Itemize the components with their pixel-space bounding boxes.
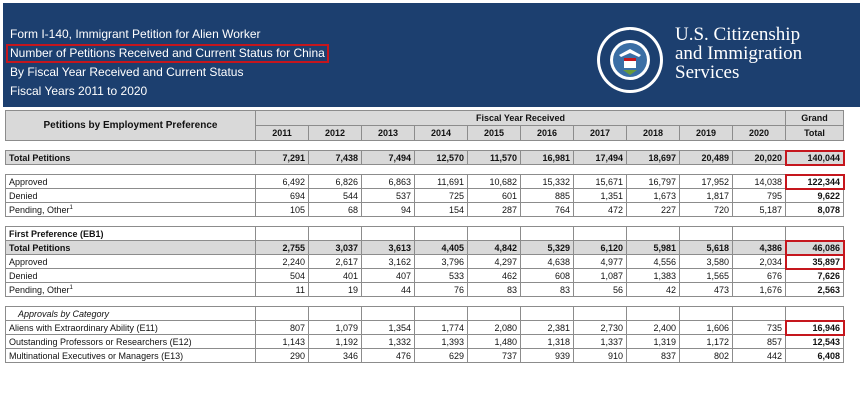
spacer-cell [415,141,468,151]
year-header: 2011 [256,126,309,141]
table-row [6,189,844,203]
footnote-marker: 1 [69,204,73,211]
value-cell: 3,613 [362,241,415,255]
value-cell: 802 [680,349,733,363]
table-row [6,283,844,297]
value-cell [309,307,362,321]
row-label [6,349,256,363]
table-row [6,203,844,217]
year-header: 2020 [733,126,786,141]
value-cell: 11,570 [468,151,521,165]
report-title-block [10,25,329,101]
report-years-line: Fiscal Years 2011 to 2020 [10,84,148,98]
row-label-text: Total Petitions [9,242,71,253]
row-label [6,189,256,203]
footnote-marker: 1 [69,284,73,291]
spacer-cell [468,297,521,307]
value-cell: 2,240 [256,255,309,269]
spacer-cell [627,141,680,151]
value-cell: 910 [574,349,627,363]
spacer-cell [574,297,627,307]
row-label-text: Total Petitions [9,152,71,163]
row-label [6,307,256,321]
spacer-cell [362,297,415,307]
value-cell: 725 [415,189,468,203]
value-cell: 14,038 [733,175,786,189]
value-cell: 154 [415,203,468,217]
value-cell [627,227,680,241]
row-label [6,335,256,349]
value-cell: 7,438 [309,151,362,165]
value-cell: 1,606 [680,321,733,335]
spacer-cell [468,165,521,175]
grand-total-cell: 6,408 [786,349,844,363]
year-header: 2015 [468,126,521,141]
report-header [3,3,860,107]
value-cell: 1,318 [521,335,574,349]
value-cell: 42 [627,283,680,297]
value-cell: 694 [256,189,309,203]
value-cell: 601 [468,189,521,203]
value-cell: 5,187 [733,203,786,217]
spacer-cell [680,297,733,307]
agency-line-3: Services [675,62,740,83]
value-cell: 857 [733,335,786,349]
value-cell: 5,329 [521,241,574,255]
spacer-cell [680,217,733,227]
value-cell: 4,556 [627,255,680,269]
agency-line-1: U.S. Citizenship [675,24,801,45]
row-label-text: Denied [9,190,38,201]
spacer-row [6,217,844,227]
year-header: 2012 [309,126,362,141]
row-label-text: Aliens with Extraordinary Ability (E11) [9,322,158,333]
table-header-row [6,111,844,126]
value-cell: 533 [415,269,468,283]
value-cell: 11,691 [415,175,468,189]
value-cell: 290 [256,349,309,363]
value-cell: 11 [256,283,309,297]
highlight-box: Number of Petitions Received and Current Status for China [6,44,329,63]
value-cell: 939 [521,349,574,363]
spacer-cell [6,217,256,227]
value-cell [362,307,415,321]
value-cell: 5,981 [627,241,680,255]
value-cell: 1,383 [627,269,680,283]
value-cell: 2,034 [733,255,786,269]
report-breakdown-line: By Fiscal Year Received and Current Status [10,65,244,79]
value-cell: 676 [733,269,786,283]
value-cell: 544 [309,189,362,203]
row-label-text: Approvals by Category [18,308,110,319]
value-cell [733,307,786,321]
row-label [6,203,256,217]
value-cell: 629 [415,349,468,363]
value-cell: 4,977 [574,255,627,269]
spacer-cell [309,165,362,175]
grand-total-cell: 46,086 [786,241,844,255]
spacer-cell [574,165,627,175]
spacer-cell [786,165,844,175]
year-header: 2018 [627,126,680,141]
value-cell: 1,079 [309,321,362,335]
value-cell: 2,400 [627,321,680,335]
value-cell [574,307,627,321]
spacer-cell [415,297,468,307]
value-cell: 6,863 [362,175,415,189]
value-cell: 6,120 [574,241,627,255]
value-cell: 346 [309,349,362,363]
value-cell: 105 [256,203,309,217]
value-cell: 6,826 [309,175,362,189]
agency-name [675,25,802,82]
value-cell: 1,774 [415,321,468,335]
value-cell: 16,981 [521,151,574,165]
value-cell: 10,682 [468,175,521,189]
grand-header-cell: Grand [786,111,844,126]
spacer-cell [468,217,521,227]
value-cell: 19 [309,283,362,297]
value-cell: 737 [468,349,521,363]
value-cell: 807 [256,321,309,335]
value-cell [256,227,309,241]
grand-total-cell: 2,563 [786,283,844,297]
value-cell: 473 [680,283,733,297]
value-cell: 2,617 [309,255,362,269]
value-cell: 44 [362,283,415,297]
value-cell: 1,393 [415,335,468,349]
spacer-cell [786,217,844,227]
row-label [6,241,256,255]
value-cell: 287 [468,203,521,217]
value-cell [309,227,362,241]
value-cell: 4,405 [415,241,468,255]
value-cell: 1,673 [627,189,680,203]
row-label [6,151,256,165]
spacer-cell [468,141,521,151]
value-cell: 56 [574,283,627,297]
value-cell: 18,697 [627,151,680,165]
table-row [6,241,844,255]
value-cell: 17,494 [574,151,627,165]
value-cell: 1,192 [309,335,362,349]
spacer-cell [627,217,680,227]
value-cell: 1,354 [362,321,415,335]
spacer-row [6,141,844,151]
value-cell: 3,162 [362,255,415,269]
value-cell: 2,381 [521,321,574,335]
table-row [6,349,844,363]
spacer-cell [309,141,362,151]
spacer-cell [574,141,627,151]
row-label-text: Pending, Other [9,204,70,215]
spacer-cell [362,217,415,227]
value-cell: 1,565 [680,269,733,283]
value-cell: 83 [468,283,521,297]
table-body [6,141,844,363]
row-label-text: First Preference (EB1) [9,228,104,239]
spacer-cell [574,217,627,227]
row-label-text: Approved [9,256,48,267]
grand-total-cell: 12,543 [786,335,844,349]
grand-total-cell: 16,946 [786,321,844,335]
spacer-cell [786,297,844,307]
value-cell: 5,618 [680,241,733,255]
spacer-cell [521,141,574,151]
value-cell: 17,952 [680,175,733,189]
spacer-cell [521,217,574,227]
spacer-cell [6,165,256,175]
table-row [6,227,844,241]
value-cell: 4,386 [733,241,786,255]
value-cell: 795 [733,189,786,203]
grand-total-cell: 35,897 [786,255,844,269]
table-row [6,175,844,189]
value-cell: 462 [468,269,521,283]
spacer-cell [362,141,415,151]
year-header: 2014 [415,126,468,141]
spacer-cell [256,297,309,307]
grand-total-cell [786,307,844,321]
year-header: 2013 [362,126,415,141]
table-row [6,321,844,335]
report-subtitle-highlighted [10,44,329,63]
value-cell: 1,480 [468,335,521,349]
table-row [6,255,844,269]
row-label-text: Denied [9,270,38,281]
row-label [6,255,256,269]
value-cell: 472 [574,203,627,217]
value-cell: 885 [521,189,574,203]
value-cell: 608 [521,269,574,283]
row-label-text: Outstanding Professors or Researchers (E12) [9,336,192,347]
value-cell [256,307,309,321]
table-row [6,269,844,283]
value-cell: 15,332 [521,175,574,189]
spacer-cell [256,141,309,151]
value-cell: 16,797 [627,175,680,189]
value-cell [627,307,680,321]
row-label [6,283,256,297]
form-title: Form I-140, Immigrant Petition for Alien Worker [10,27,261,41]
value-cell: 1,351 [574,189,627,203]
spacer-cell [256,165,309,175]
value-cell [680,307,733,321]
spacer-cell [680,141,733,151]
value-cell: 504 [256,269,309,283]
year-header: 2019 [680,126,733,141]
row-label [6,227,256,241]
value-cell [680,227,733,241]
spacer-cell [627,165,680,175]
value-cell: 20,020 [733,151,786,165]
value-cell: 1,332 [362,335,415,349]
value-cell: 3,580 [680,255,733,269]
value-cell [574,227,627,241]
spacer-cell [680,165,733,175]
total-header: Total [786,126,844,141]
row-label [6,175,256,189]
value-cell [415,227,468,241]
spacer-cell [733,217,786,227]
value-cell: 401 [309,269,362,283]
petitions-table [5,110,844,363]
grand-total-cell: 8,078 [786,203,844,217]
value-cell: 476 [362,349,415,363]
value-cell: 94 [362,203,415,217]
value-cell [733,227,786,241]
value-cell [468,307,521,321]
value-cell: 3,796 [415,255,468,269]
value-cell: 4,638 [521,255,574,269]
value-cell: 12,570 [415,151,468,165]
value-cell: 537 [362,189,415,203]
row-header-cell: Petitions by Employment Preference [6,111,256,141]
spacer-row [6,297,844,307]
spacer-cell [362,165,415,175]
value-cell: 83 [521,283,574,297]
value-cell [521,227,574,241]
value-cell: 3,037 [309,241,362,255]
value-cell: 1,172 [680,335,733,349]
value-cell: 1,337 [574,335,627,349]
value-cell: 1,087 [574,269,627,283]
spacer-cell [6,297,256,307]
spacer-cell [309,217,362,227]
grand-total-cell: 7,626 [786,269,844,283]
spacer-cell [256,217,309,227]
value-cell: 1,143 [256,335,309,349]
table-row [6,307,844,321]
value-cell: 837 [627,349,680,363]
grand-total-cell [786,227,844,241]
row-label-text: Pending, Other [9,284,70,295]
row-label [6,269,256,283]
spacer-cell [6,141,256,151]
value-cell: 720 [680,203,733,217]
spacer-cell [415,217,468,227]
value-cell: 4,297 [468,255,521,269]
spacer-row [6,165,844,175]
year-header: 2017 [574,126,627,141]
value-cell: 1,817 [680,189,733,203]
group-header-cell: Fiscal Year Received [256,111,786,126]
value-cell: 68 [309,203,362,217]
value-cell: 76 [415,283,468,297]
spacer-cell [627,297,680,307]
row-label-text: Multinational Executives or Managers (E13) [9,350,184,361]
value-cell: 4,842 [468,241,521,255]
value-cell: 20,489 [680,151,733,165]
value-cell: 442 [733,349,786,363]
value-cell: 15,671 [574,175,627,189]
value-cell: 2,730 [574,321,627,335]
spacer-cell [521,297,574,307]
spacer-cell [309,297,362,307]
row-label [6,321,256,335]
spacer-cell [786,141,844,151]
value-cell: 7,291 [256,151,309,165]
value-cell [521,307,574,321]
row-label-text: Approved [9,176,48,187]
spacer-cell [415,165,468,175]
spacer-cell [733,297,786,307]
value-cell: 2,080 [468,321,521,335]
table-row [6,335,844,349]
agency-line-2: and Immigration [675,43,803,64]
value-cell: 1,676 [733,283,786,297]
table-row [6,151,844,165]
dhs-seal-icon [595,25,665,95]
value-cell: 735 [733,321,786,335]
value-cell [362,227,415,241]
value-cell: 2,755 [256,241,309,255]
value-cell: 227 [627,203,680,217]
spacer-cell [733,141,786,151]
value-cell: 764 [521,203,574,217]
grand-total-cell: 122,344 [786,175,844,189]
value-cell: 407 [362,269,415,283]
spacer-cell [521,165,574,175]
value-cell: 7,494 [362,151,415,165]
value-cell [415,307,468,321]
value-cell: 1,319 [627,335,680,349]
value-cell [468,227,521,241]
value-cell: 6,492 [256,175,309,189]
grand-total-cell: 9,622 [786,189,844,203]
spacer-cell [733,165,786,175]
grand-total-cell: 140,044 [786,151,844,165]
year-header: 2016 [521,126,574,141]
